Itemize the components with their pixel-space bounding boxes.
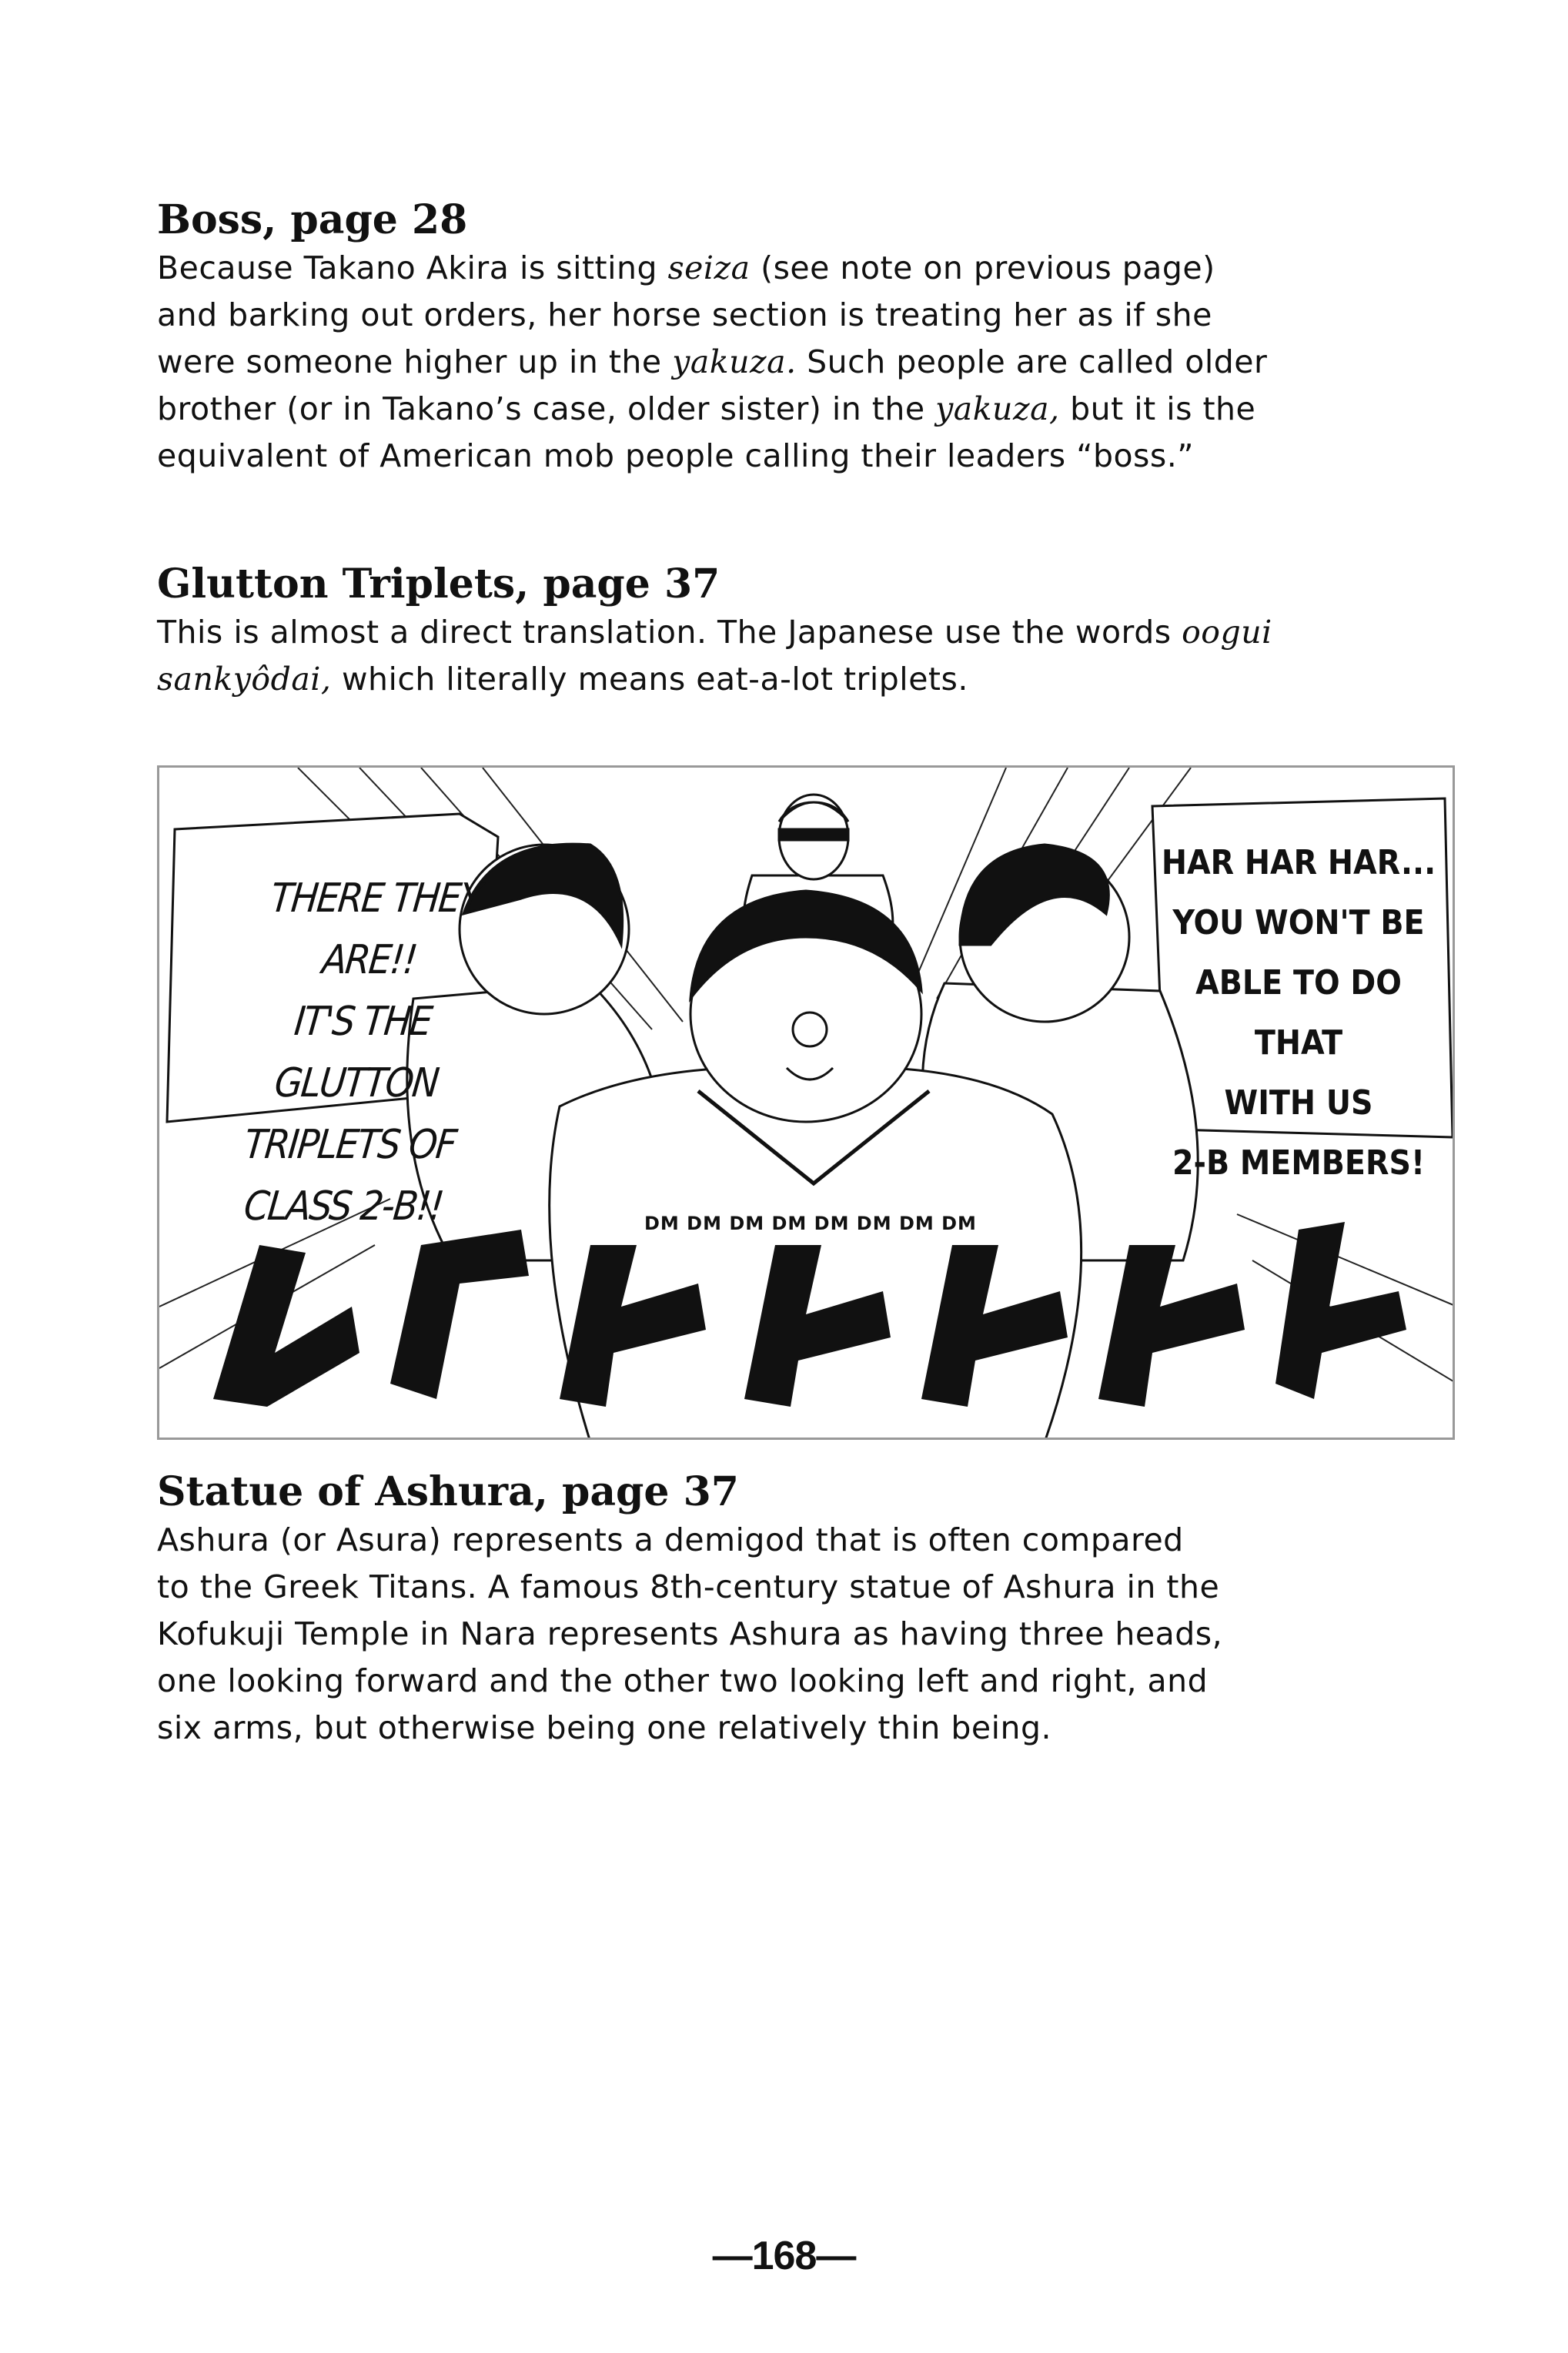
speech-line: 2-B MEMBERS! <box>1172 1143 1426 1183</box>
note-title: Boss, page 28 <box>157 196 468 243</box>
note-line <box>157 1705 1450 1752</box>
text-segment: and barking out orders, her horse section is treating her as if she <box>157 296 1212 333</box>
note-body <box>157 609 1450 703</box>
note-line <box>157 1658 1450 1705</box>
italic-term: yakuza, <box>935 390 1060 427</box>
speech-line: TRIPLETS OF <box>242 1122 458 1168</box>
speech-line: YOU WON'T BE <box>1172 903 1425 942</box>
note-line <box>157 245 1450 292</box>
speech-text-left <box>202 868 517 1237</box>
text-segment: but it is the <box>1059 390 1256 427</box>
speech-line: THERE THEY ARE!! <box>268 875 483 983</box>
note-title: Statue of Ashura, page 37 <box>157 1468 739 1515</box>
page-number: —168— <box>712 2234 856 2278</box>
text-segment: This is almost a direct translation. The Japanese use the words <box>157 614 1182 651</box>
note-line <box>157 292 1450 339</box>
text-segment: one looking forward and the other two looking left and right, and <box>157 1662 1209 1699</box>
text-segment: to the Greek Titans. A famous 8th-century statue of Ashura in the <box>157 1568 1220 1605</box>
note-line <box>157 433 1450 480</box>
italic-term: seiza <box>667 249 751 286</box>
italic-term: sankyôdai, <box>157 661 332 698</box>
text-segment: Such people are called older <box>796 343 1268 380</box>
speech-line: WITH US <box>1224 1083 1373 1123</box>
note-line <box>157 609 1450 656</box>
note-line <box>157 1564 1450 1611</box>
speech-line: IT'S THE GLUTTON <box>272 999 440 1106</box>
text-segment: (see note on previous page) <box>750 249 1215 286</box>
text-segment: which literally means eat-a-lot triplets. <box>331 661 968 698</box>
note-glutton-triplets <box>157 560 1450 703</box>
sfx-translation: DM DM DM DM DM DM DM DM <box>644 1213 977 1234</box>
text-segment: equivalent of American mob people calling their leaders “boss.” <box>157 437 1195 474</box>
manga-panel <box>157 765 1455 1440</box>
note-line <box>157 339 1450 386</box>
italic-term: oogui <box>1182 614 1272 651</box>
note-line <box>157 656 1450 703</box>
speech-line: ABLE TO DO THAT <box>1195 963 1402 1063</box>
note-statue-of-ashura <box>157 1468 1450 1752</box>
speech-line: HAR HAR HAR... <box>1161 843 1436 882</box>
text-segment: were someone higher up in the <box>157 343 673 380</box>
text-segment: Ashura (or Asura) represents a demigod that is often compared <box>157 1521 1184 1558</box>
text-segment: Kofukuji Temple in Nara represents Ashura as having three heads, <box>157 1615 1223 1652</box>
speech-line: CLASS 2-B!! <box>242 1183 445 1230</box>
note-line <box>157 386 1450 433</box>
italic-term: yakuza. <box>672 343 797 380</box>
note-body <box>157 1517 1450 1752</box>
note-line <box>157 1517 1450 1564</box>
text-segment: brother (or in Takano’s case, older sister) in the <box>157 390 936 427</box>
note-boss <box>157 196 1450 480</box>
note-body <box>157 245 1450 480</box>
note-line <box>157 1611 1450 1658</box>
speech-text-right <box>1160 833 1437 1193</box>
text-segment: Because Takano Akira is sitting <box>157 249 668 286</box>
note-title: Glutton Triplets, page 37 <box>157 561 720 607</box>
text-segment: six arms, but otherwise being one relatively thin being. <box>157 1709 1052 1746</box>
